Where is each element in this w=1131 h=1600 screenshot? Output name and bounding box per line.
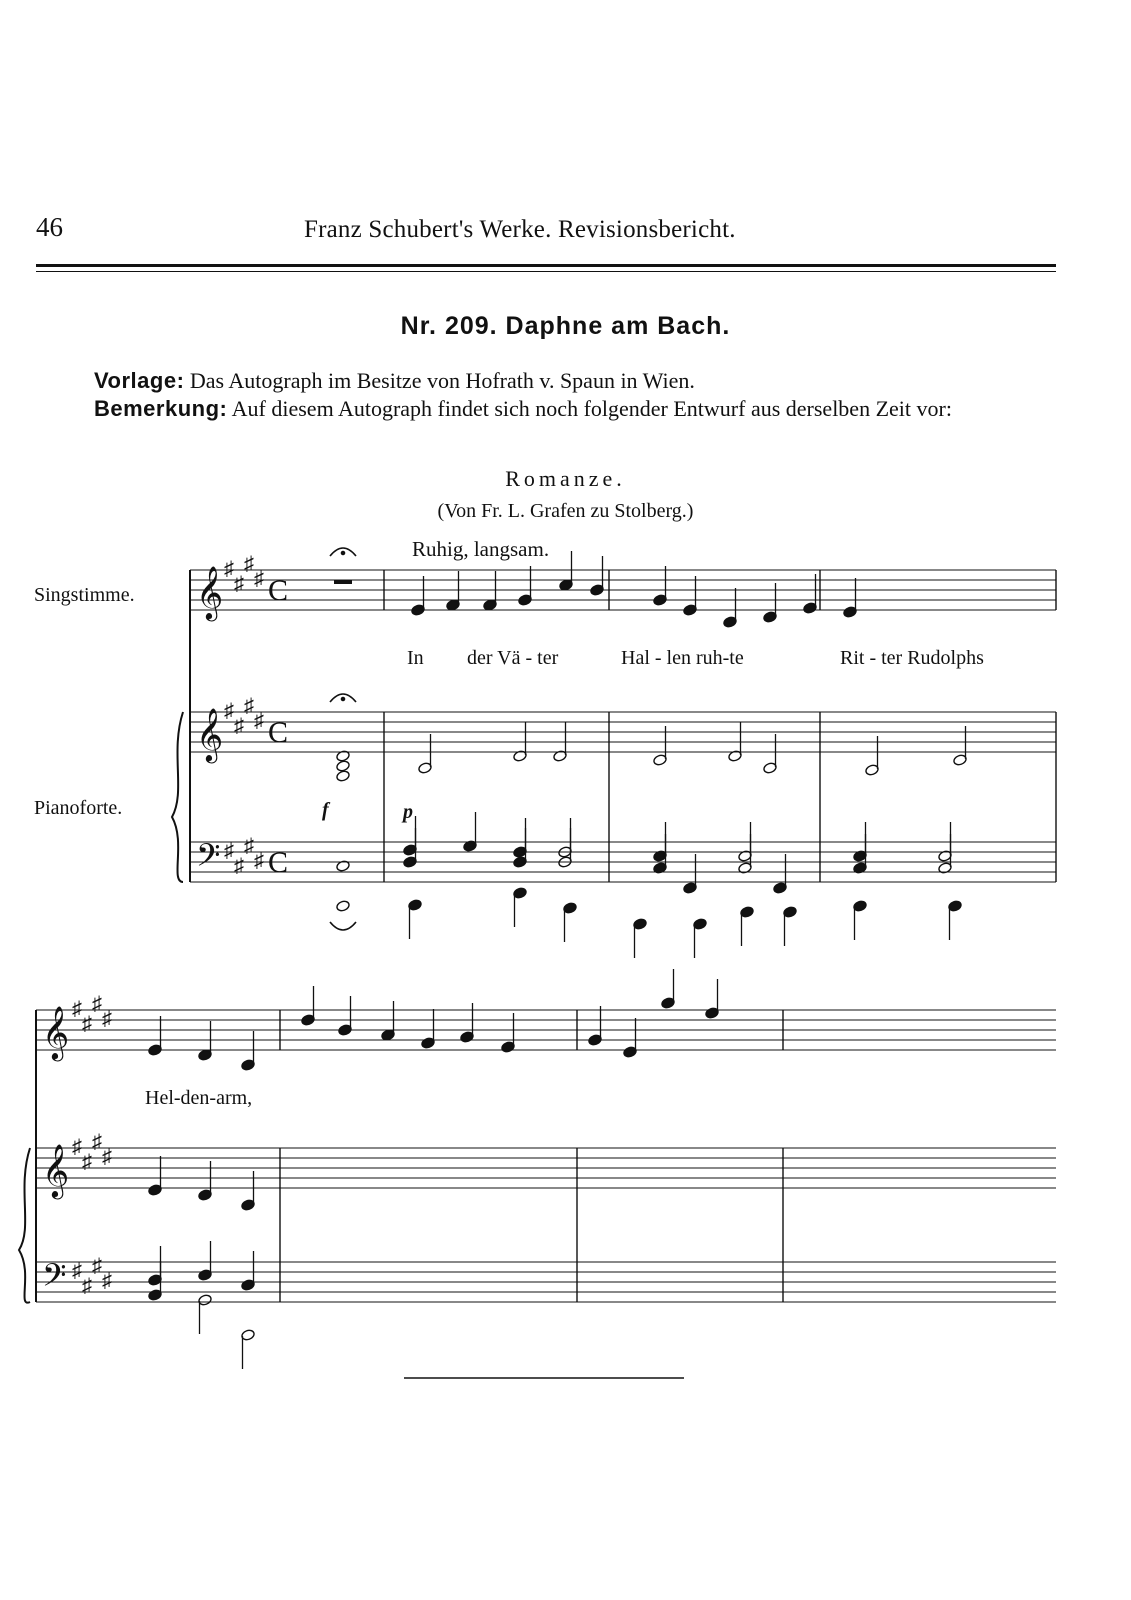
piano-brace	[172, 712, 183, 882]
notehead	[336, 900, 351, 913]
page-number: 46	[36, 212, 63, 242]
key-signature-sharp: ♯	[82, 1151, 92, 1173]
key-signature-sharp: ♯	[254, 710, 264, 732]
source-text: Das Autograph im Besitze von Hofrath v. Spaun in Wien.	[184, 368, 695, 393]
bass-clef: 𝄢	[42, 1259, 67, 1301]
key-signature-sharp: ♯	[254, 850, 264, 872]
lyric-5: Hel-den-arm,	[145, 1087, 253, 1109]
time-signature: C	[268, 716, 289, 749]
key-signature-sharp: ♯	[254, 568, 264, 590]
bass-clef: 𝄢	[196, 839, 221, 881]
lyric-2: der Vä - ter	[467, 647, 559, 669]
key-signature-sharp: ♯	[244, 553, 254, 575]
notehead	[336, 770, 351, 783]
key-signature-sharp: ♯	[224, 558, 234, 580]
draft-poet: (Von Fr. L. Grafen zu Stolberg.)	[437, 500, 694, 522]
source-label: Vorlage:	[94, 368, 185, 393]
dynamic-forte: f	[322, 799, 329, 821]
key-signature-sharp: ♯	[234, 855, 244, 877]
remark-text: Auf diesem Autograph findet sich noch folgender Entwurf aus derselben Zeit vor:	[227, 396, 952, 421]
half-rest	[334, 580, 352, 584]
key-signature-sharp: ♯	[102, 1146, 112, 1168]
key-signature-sharp: ♯	[92, 1255, 102, 1277]
key-signature-sharp: ♯	[234, 573, 244, 595]
key-signature-sharp: ♯	[82, 1013, 92, 1035]
piano-brace	[19, 1148, 30, 1303]
lyric-3: Hal - len ruh-te	[621, 647, 744, 669]
key-signature-sharp: ♯	[102, 1270, 112, 1292]
running-title: Franz Schubert's Werke. Revisionsbericht.	[304, 216, 736, 243]
key-signature-sharp: ♯	[92, 993, 102, 1015]
notehead	[336, 760, 351, 773]
key-signature-sharp: ♯	[72, 1136, 82, 1158]
treble-clef: 𝄞	[42, 1145, 70, 1196]
key-signature-sharp: ♯	[72, 1260, 82, 1282]
lyric-4: Rit - ter Rudolphs	[840, 647, 984, 669]
key-signature-sharp: ♯	[102, 1008, 112, 1030]
tempo-marking: Ruhig, langsam.	[412, 537, 550, 561]
fermata-dot	[341, 697, 345, 701]
key-signature-sharp: ♯	[72, 998, 82, 1020]
time-signature: C	[268, 846, 289, 879]
key-signature-sharp: ♯	[224, 700, 234, 722]
treble-clef: 𝄞	[42, 1007, 70, 1058]
piano-label: Pianoforte.	[34, 797, 123, 819]
dynamic-piano: p	[403, 801, 413, 823]
lyric-1: In	[407, 647, 424, 669]
fermata-dot	[341, 551, 345, 555]
treble-clef: 𝄞	[196, 709, 224, 760]
key-signature-sharp: ♯	[244, 695, 254, 717]
key-signature-sharp: ♯	[92, 1131, 102, 1153]
key-signature-sharp: ♯	[244, 835, 254, 857]
piece-title: Nr. 209. Daphne am Bach.	[400, 312, 731, 340]
key-signature-sharp: ♯	[224, 840, 234, 862]
key-signature-sharp: ♯	[234, 715, 244, 737]
draft-title: Romanze.	[505, 466, 626, 491]
voice-label: Singstimme.	[34, 584, 135, 606]
time-signature: C	[268, 574, 289, 607]
remark-label: Bemerkung:	[94, 396, 228, 421]
key-signature-sharp: ♯	[82, 1275, 92, 1297]
fermata	[330, 922, 356, 930]
treble-clef: 𝄞	[196, 567, 224, 618]
